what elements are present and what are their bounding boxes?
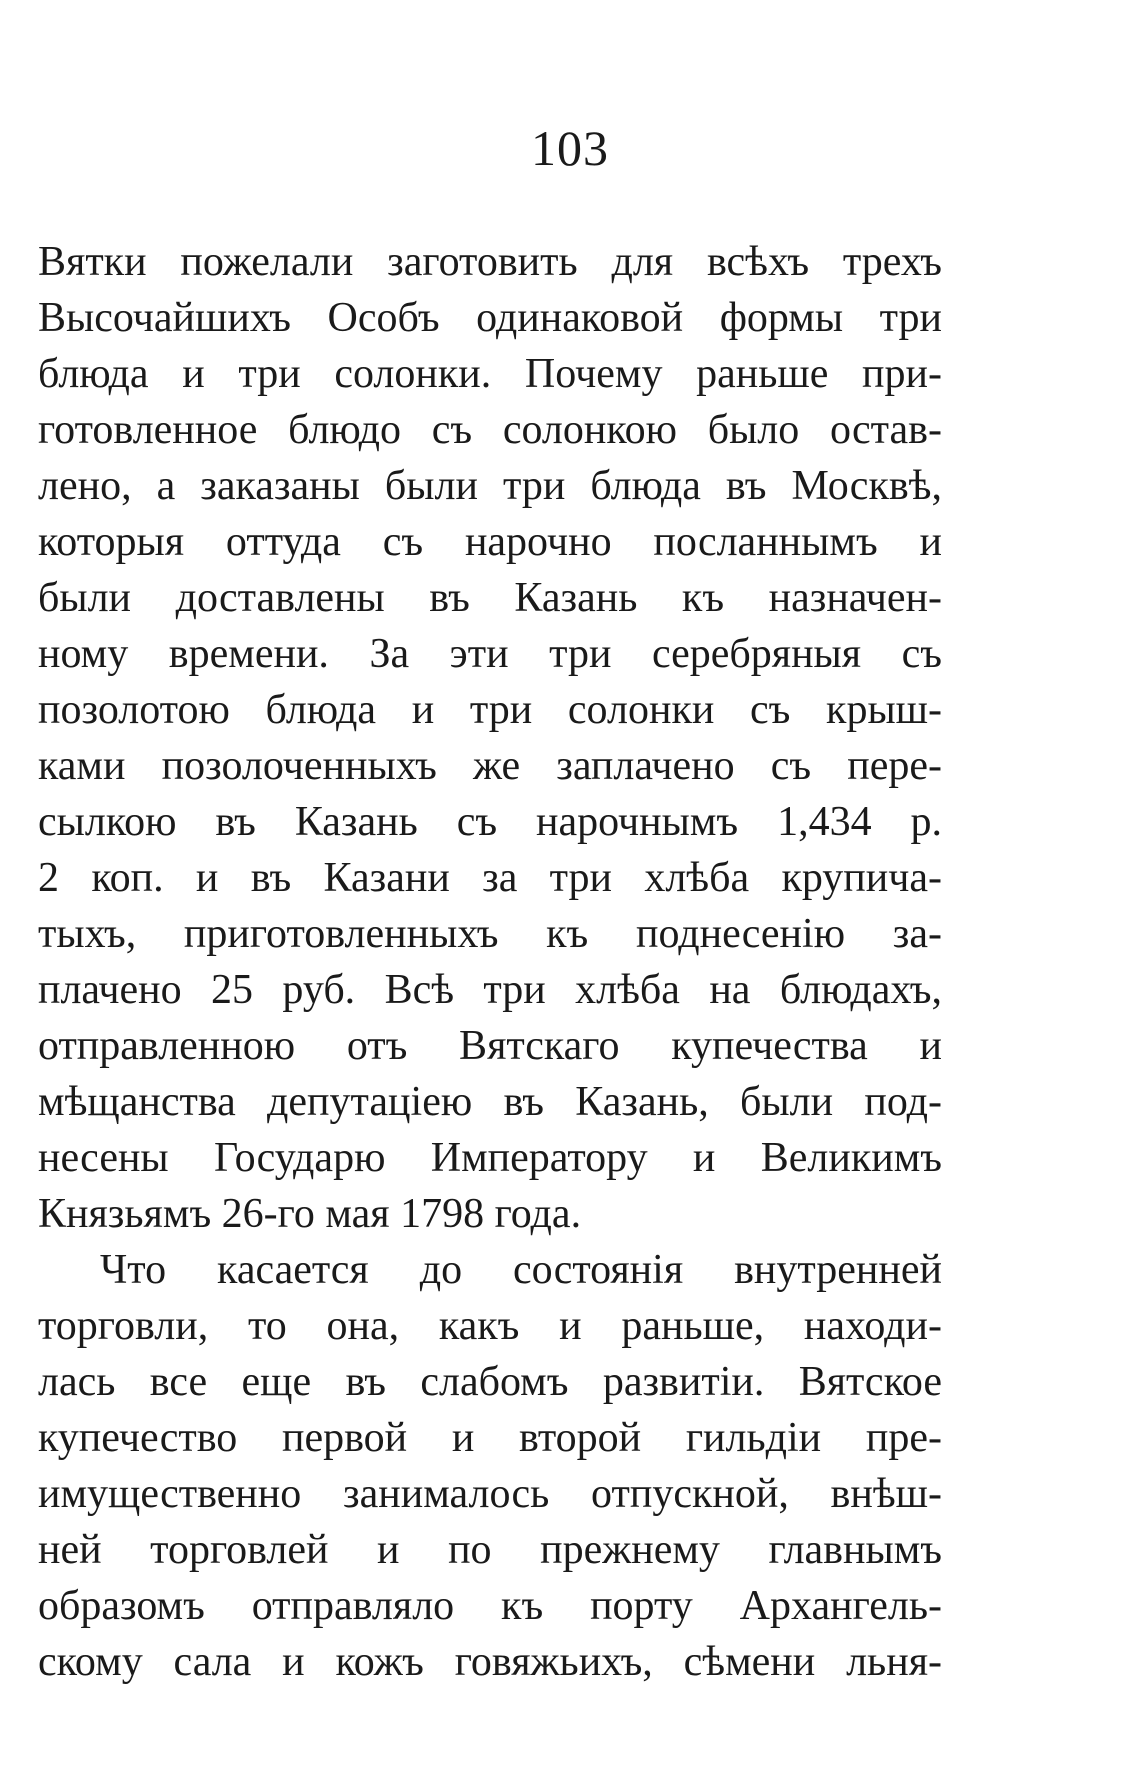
text-line: Высочайшихъ Особъ одинаковой формы три — [38, 295, 942, 341]
text-line: лась все еще въ слабомъ развитіи. Вятское — [38, 1359, 942, 1405]
text-line: плачено 25 руб. Всѣ три хлѣба на блюдахъ, — [38, 967, 942, 1013]
text-line: отправленною отъ Вятскаго купечества и — [38, 1023, 942, 1069]
text-line: образомъ отправляло къ порту Архангель- — [38, 1583, 942, 1629]
text-line: лено, а заказаны были три блюда въ Москвѣ, — [38, 463, 942, 509]
text-line: сылкою въ Казань съ нарочнымъ 1,434 р. — [38, 799, 942, 845]
text-line: купечество первой и второй гильдіи пре- — [38, 1415, 942, 1461]
body-text — [38, 234, 942, 1690]
text-line: готовленное блюдо съ солонкою было остав- — [38, 407, 942, 453]
text-line: скому сала и кожъ говяжьихъ, сѣмени льня- — [38, 1639, 942, 1685]
text-line: ками позолоченныхъ же заплачено съ пере- — [38, 743, 942, 789]
text-line: блюда и три солонки. Почему раньше при- — [38, 351, 942, 397]
text-line: которыя оттуда съ нарочно посланнымъ и — [38, 519, 942, 565]
text-line: тыхъ, приготовленныхъ къ поднесенію за- — [38, 911, 942, 957]
paragraph-2 — [38, 1242, 942, 1690]
text-line: Князьямъ 26-го мая 1798 года. — [38, 1191, 582, 1237]
text-line: 2 коп. и въ Казани за три хлѣба крупича- — [38, 855, 942, 901]
text-line: ному времени. За эти три серебряныя съ — [38, 631, 942, 677]
text-line: торговли, то она, какъ и раньше, находи- — [38, 1303, 942, 1349]
text-line: ней торговлей и по прежнему главнымъ — [38, 1527, 942, 1573]
text-line: Что касается до состоянія внутренней — [100, 1247, 942, 1293]
text-line: имущественно занималось отпускной, внѣш- — [38, 1471, 942, 1517]
text-line: Вятки пожелали заготовить для всѣхъ трехъ — [38, 239, 942, 285]
paragraph-1 — [38, 234, 942, 1242]
text-line: мѣщанства депутаціею въ Казань, были под- — [38, 1079, 942, 1125]
text-line: позолотою блюда и три солонки съ крыш- — [38, 687, 942, 733]
text-line: несены Государю Императору и Великимъ — [38, 1135, 942, 1181]
text-line: были доставлены въ Казань къ назначен- — [38, 575, 942, 621]
page-number: 103 — [531, 120, 609, 176]
